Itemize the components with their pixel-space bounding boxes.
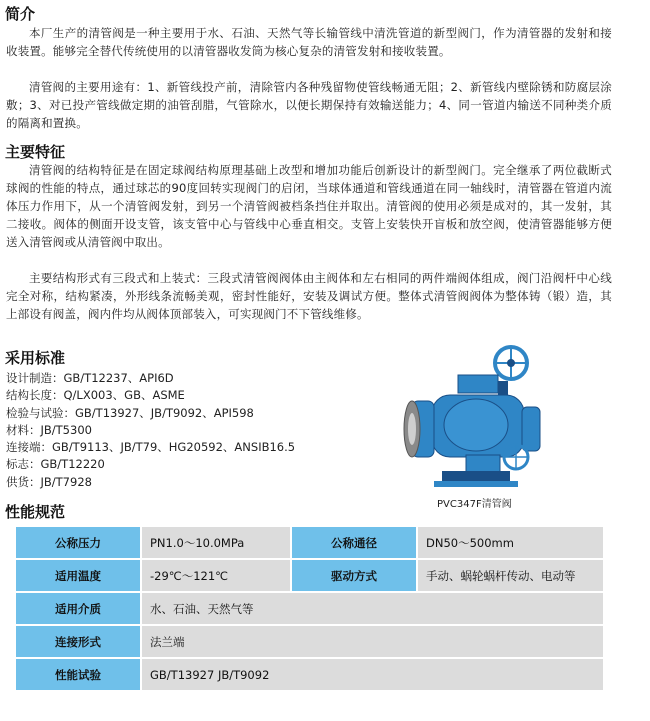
standard-item-material: 材料：JB/T5300	[6, 422, 92, 437]
intro-paragraph-1: 本厂生产的清管阀是一种主要用于水、石油、天然气等长输管线中清洗管道的新型阀门，作为清管器的发射和接收装置。能够完全替代传统使用的以清管器收发筒为核心复杂的清管发射和接收装置。	[6, 26, 612, 58]
features-heading: 主要特征	[5, 143, 66, 161]
standards-heading: 采用标准	[5, 349, 66, 367]
table-row	[15, 559, 604, 592]
table-row	[15, 625, 604, 658]
pigging-valve-image	[398, 345, 556, 493]
standard-item-length: 结构长度：Q/LX003、GB、ASME	[6, 388, 185, 403]
table-row	[15, 526, 604, 559]
performance-heading: 性能规范	[5, 503, 66, 521]
intro-paragraph-2: 清管阀的主要用途有：1、新管线投产前，清除管内各种残留物使管线畅通无阻；2、新管线内壁除锈和防腐层涂敷；3、对已投产管线做定期的油管刮腊，气管除水，以便长期保持有效输送能力；4、同一管道内输送不同种类介质的隔离和置换。	[6, 80, 612, 130]
value-performance-test: GB/T13927 JB/T9092	[141, 658, 604, 691]
label-nominal-pressure: 公称压力	[15, 526, 141, 559]
image-caption: PVC347F清管阀	[437, 499, 512, 510]
intro-heading: 简介	[5, 5, 36, 23]
standard-item-design: 设计制造：GB/T12237、API6D	[6, 371, 174, 385]
label-temperature: 适用温度	[15, 559, 141, 592]
label-connection: 连接形式	[15, 625, 141, 658]
standard-item-supply: 供货：JB/T7928	[6, 474, 92, 489]
value-temperature: -29℃～121℃	[141, 559, 291, 592]
standard-item-marking: 标志：GB/T12220	[6, 457, 105, 472]
table-row	[15, 592, 604, 625]
value-nominal-pressure: PN1.0～10.0MPa	[141, 526, 291, 559]
label-nominal-diameter: 公称通径	[291, 526, 417, 559]
performance-table	[14, 525, 605, 692]
label-performance-test: 性能试验	[15, 658, 141, 691]
standard-item-test: 检验与试验：GB/T13927、JB/T9092、API598	[6, 405, 254, 420]
label-medium: 适用介质	[15, 592, 141, 625]
value-connection: 法兰端	[141, 625, 604, 658]
value-drive-mode: 手动、蜗轮蜗杆传动、电动等	[417, 559, 604, 592]
features-paragraph-1: 清管阀的结构特征是在固定球阀结构原理基础上改型和增加功能后创新设计的新型阀门。完全继承了两位截断式球阀的性能的特点，通过球芯的90度回转实现阀门的启闭，当球体通道和管线通道在同一轴线时，清管器在管道内流体压力作用下，从一个清管阀发射，到另一个清管阀被档条挡住并取出。清管阀的使用必须是成对的，其一发射，其二接收。阀体的侧面开设支管，该支管中心与管线中心垂直相交。支管上安装快开盲板和放空阀，使清管器能够方便送入清管阀或从清管阀中取出。	[6, 163, 612, 249]
value-medium: 水、石油、天然气等	[141, 592, 604, 625]
table-row	[15, 658, 604, 691]
features-paragraph-2: 主要结构形式有三段式和上装式：三段式清管阀阀体由主阀体和左右相同的两件端阀体组成，阀门沿阀杆中心线完全对称，结构紧凑，外形线条流畅美观，密封性能好，安装及调试方便。整体式清管阀阀体为整体铸（锻）造，其上部设有阀盖，阀内件均从阀体顶部装入，可实现阀门不下管线维修。	[6, 271, 612, 321]
label-drive-mode: 驱动方式	[291, 559, 417, 592]
standard-item-connection: 连接端：GB/T9113、JB/T79、HG20592、ANSIB16.5	[6, 440, 296, 455]
value-nominal-diameter: DN50～500mm	[417, 526, 604, 559]
standards-list	[6, 370, 295, 491]
